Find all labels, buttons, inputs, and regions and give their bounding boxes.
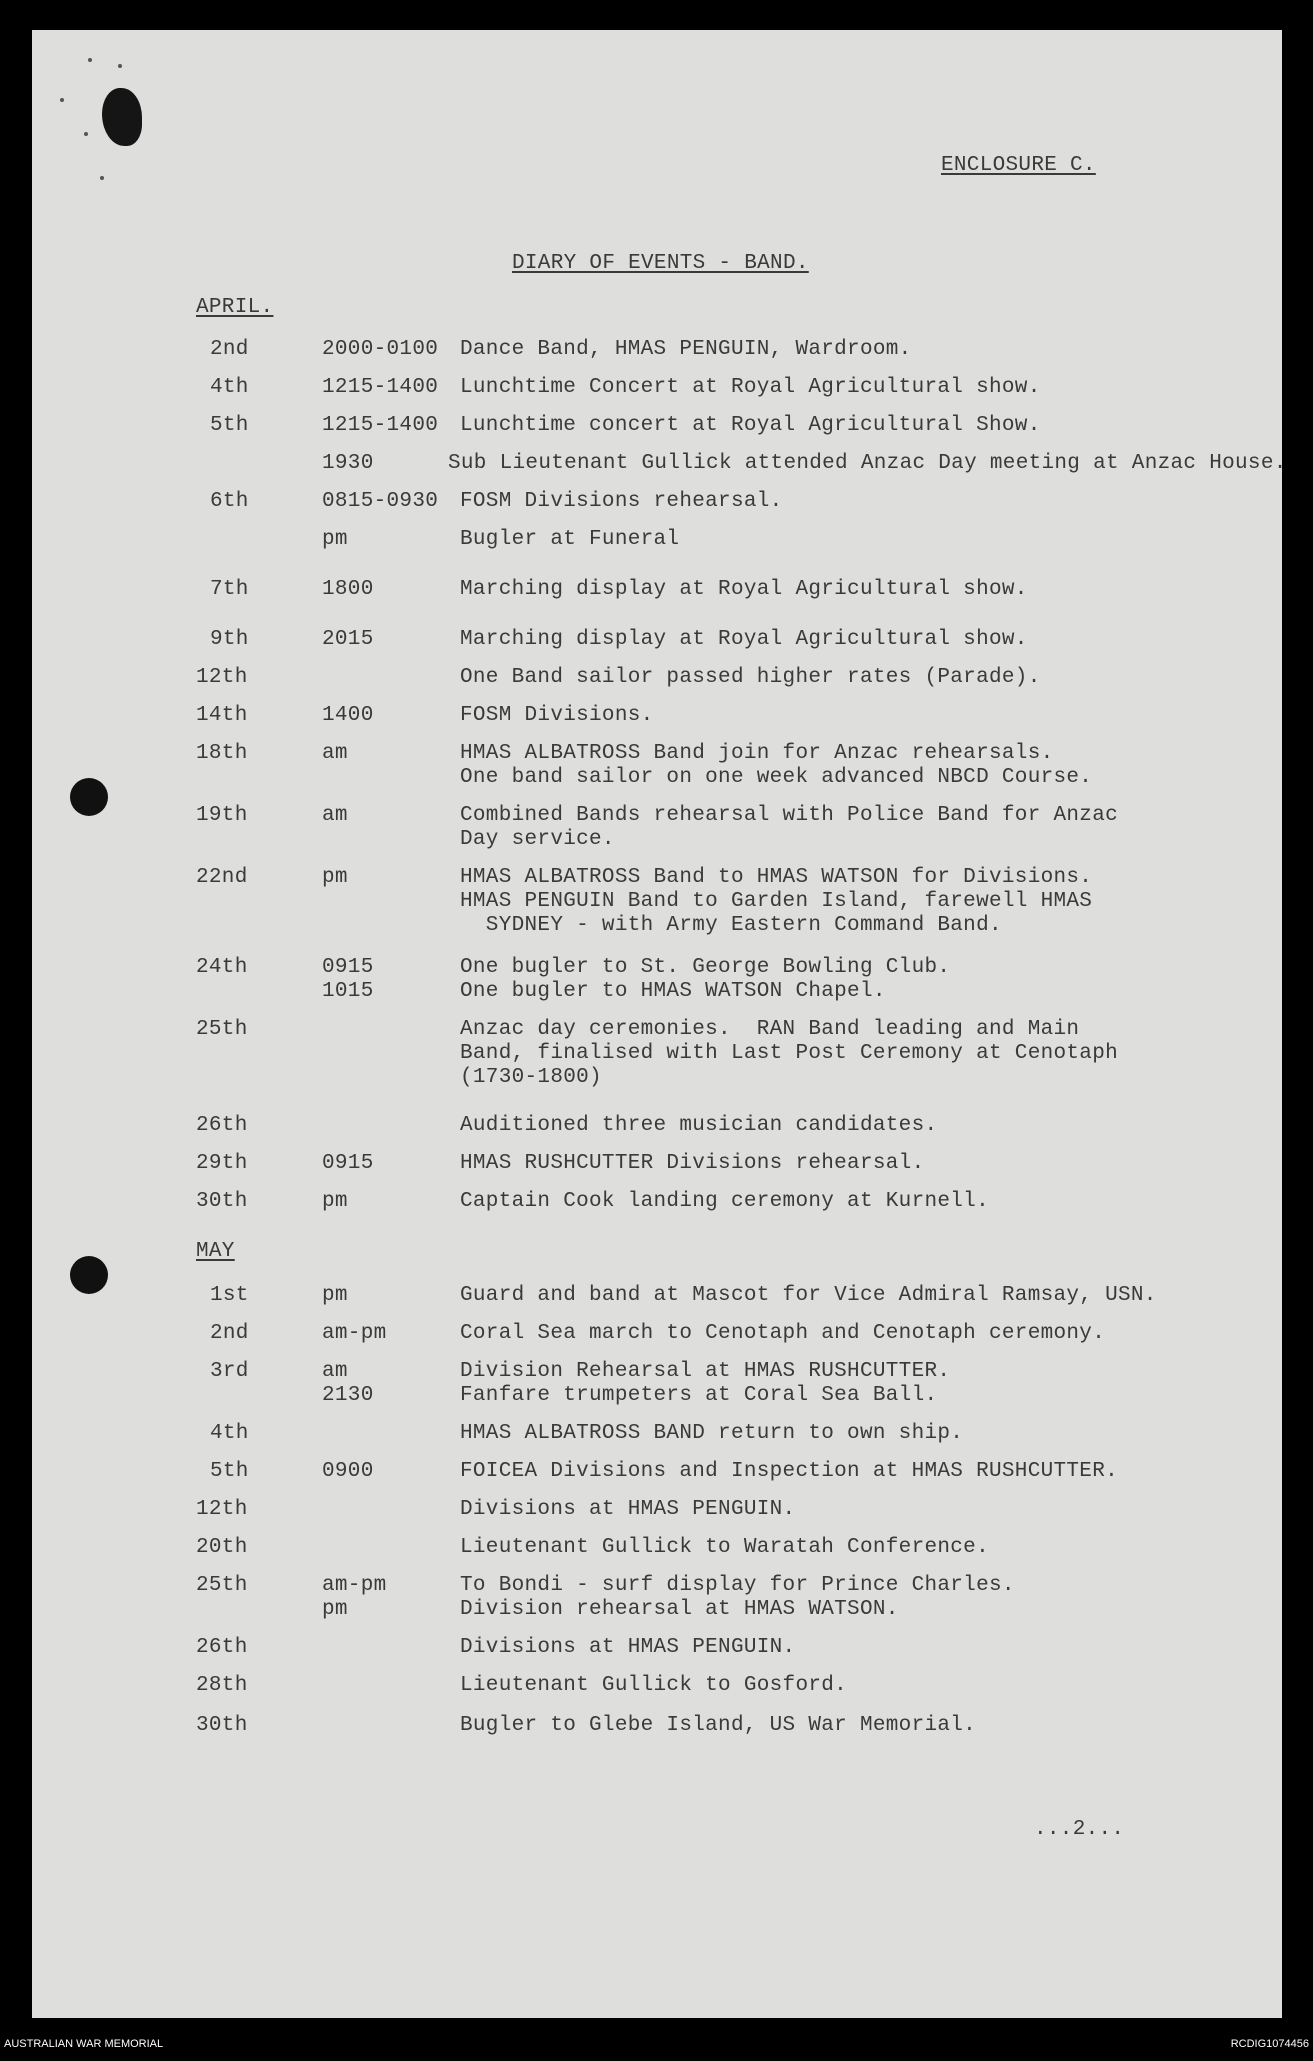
entry-description: FOSM Divisions rehearsal. <box>460 490 783 513</box>
entry-description: Division rehearsal at HMAS WATSON. <box>460 1598 899 1621</box>
entry-description: Lunchtime Concert at Royal Agricultural show. <box>460 376 1041 399</box>
entry-description: One Band sailor passed higher rates (Parade). <box>460 666 1041 689</box>
entry-date: 24th <box>196 956 248 979</box>
entry-description: Divisions at HMAS PENGUIN. <box>460 1498 796 1521</box>
entry-date: 9th <box>210 628 249 651</box>
paper-speck <box>84 132 88 136</box>
entry-description: Bugler to Glebe Island, US War Memorial. <box>460 1714 977 1737</box>
entry-description: FOICEA Divisions and Inspection at HMAS RUSHCUTTER. <box>460 1460 1119 1483</box>
entry-date: 30th <box>196 1714 248 1737</box>
entry-date: 30th <box>196 1190 248 1213</box>
entry-time: 1400 <box>322 704 374 727</box>
paper-speck <box>88 58 92 62</box>
entry-description: (1730-1800) <box>460 1066 602 1089</box>
entry-time: 2000-0100 <box>322 338 439 361</box>
punch-hole <box>70 778 108 816</box>
entry-time: pm <box>322 528 348 551</box>
entry-description: Lunchtime concert at Royal Agricultural Show. <box>460 414 1041 437</box>
entry-date: 3rd <box>210 1360 249 1383</box>
entry-date: 25th <box>196 1574 248 1597</box>
punch-hole <box>70 1256 108 1294</box>
entry-description: Bugler at Funeral <box>460 528 680 551</box>
entry-description: Band, finalised with Last Post Ceremony at Cenotaph <box>460 1042 1119 1065</box>
entry-date: 4th <box>210 1422 249 1445</box>
entry-description: HMAS RUSHCUTTER Divisions rehearsal. <box>460 1152 925 1175</box>
entry-date: 22nd <box>196 866 248 889</box>
entry-time: pm <box>322 1190 348 1213</box>
entry-description: Coral Sea march to Cenotaph and Cenotaph ceremony. <box>460 1322 1106 1345</box>
entry-date: 12th <box>196 1498 248 1521</box>
entry-time: 0915 <box>322 1152 374 1175</box>
entry-time: 1215-1400 <box>322 376 439 399</box>
entry-description: Marching display at Royal Agricultural show. <box>460 628 1028 651</box>
entry-description: Fanfare trumpeters at Coral Sea Ball. <box>460 1384 938 1407</box>
entry-description: Lieutenant Gullick to Gosford. <box>460 1674 848 1697</box>
entry-date: 26th <box>196 1636 248 1659</box>
entry-description: One band sailor on one week advanced NBCD Course. <box>460 766 1093 789</box>
entry-date: 2nd <box>210 1322 249 1345</box>
month-heading: MAY <box>196 1240 235 1263</box>
entry-date: 5th <box>210 1460 249 1483</box>
entry-time: 1930 <box>322 452 374 475</box>
page-continuation: ...2... <box>1034 1818 1125 1841</box>
entry-time: 0815-0930 <box>322 490 439 513</box>
entry-date: 12th <box>196 666 248 689</box>
entry-description: Sub Lieutenant Gullick attended Anzac Day meeting at Anzac House. <box>448 452 1287 475</box>
entry-date: 14th <box>196 704 248 727</box>
entry-description: Day service. <box>460 828 615 851</box>
entry-time: 1015 <box>322 980 374 1003</box>
entry-description: Auditioned three musician candidates. <box>460 1114 938 1137</box>
entry-description: Lieutenant Gullick to Waratah Conference. <box>460 1536 989 1559</box>
footer-source: AUSTRALIAN WAR MEMORIAL <box>4 2038 164 2050</box>
entry-date: 19th <box>196 804 248 827</box>
entry-time: 0915 <box>322 956 374 979</box>
entry-description: Captain Cook landing ceremony at Kurnell. <box>460 1190 989 1213</box>
entry-description: One bugler to St. George Bowling Club. <box>460 956 951 979</box>
entry-time: am <box>322 1360 348 1383</box>
entry-time: pm <box>322 1284 348 1307</box>
entry-description: One bugler to HMAS WATSON Chapel. <box>460 980 886 1003</box>
entry-date: 25th <box>196 1018 248 1041</box>
entry-date: 7th <box>210 578 249 601</box>
entry-description: To Bondi - surf display for Prince Charles. <box>460 1574 1015 1597</box>
entry-date: 2nd <box>210 338 249 361</box>
entry-time: 0900 <box>322 1460 374 1483</box>
paper-speck <box>60 98 64 102</box>
entry-time: am <box>322 742 348 765</box>
entry-date: 6th <box>210 490 249 513</box>
entry-date: 20th <box>196 1536 248 1559</box>
entry-description: HMAS PENGUIN Band to Garden Island, farewell HMAS <box>460 890 1093 913</box>
entry-description: Guard and band at Mascot for Vice Admiral Ramsay, USN. <box>460 1284 1157 1307</box>
entry-description: Divisions at HMAS PENGUIN. <box>460 1636 796 1659</box>
footer-id: RCDIG1074456 <box>1230 2038 1309 2050</box>
entry-date: 28th <box>196 1674 248 1697</box>
entry-date: 26th <box>196 1114 248 1137</box>
entry-description: FOSM Divisions. <box>460 704 654 727</box>
entry-time: pm <box>322 866 348 889</box>
entry-description: HMAS ALBATROSS Band to HMAS WATSON for Divisions. <box>460 866 1093 889</box>
entry-time: pm <box>322 1598 348 1621</box>
entry-date: 29th <box>196 1152 248 1175</box>
entry-time: am-pm <box>322 1574 387 1597</box>
entry-description: Division Rehearsal at HMAS RUSHCUTTER. <box>460 1360 951 1383</box>
entry-time: 1800 <box>322 578 374 601</box>
entry-date: 5th <box>210 414 249 437</box>
entry-time: 2015 <box>322 628 374 651</box>
entry-description: Anzac day ceremonies. RAN Band leading and Main <box>460 1018 1080 1041</box>
entry-description: Marching display at Royal Agricultural show. <box>460 578 1028 601</box>
paper-speck <box>100 176 104 180</box>
month-heading: APRIL. <box>196 296 274 319</box>
entry-time: am-pm <box>322 1322 387 1345</box>
entry-time: 2130 <box>322 1384 374 1407</box>
entry-time: am <box>322 804 348 827</box>
document-title: DIARY OF EVENTS - BAND. <box>512 252 809 275</box>
entry-description: HMAS ALBATROSS BAND return to own ship. <box>460 1422 964 1445</box>
entry-date: 4th <box>210 376 249 399</box>
entry-description: Dance Band, HMAS PENGUIN, Wardroom. <box>460 338 912 361</box>
entry-description: SYDNEY - with Army Eastern Command Band. <box>460 914 1002 937</box>
entry-description: Combined Bands rehearsal with Police Band for Anzac <box>460 804 1119 827</box>
entry-description: HMAS ALBATROSS Band join for Anzac rehearsals. <box>460 742 1054 765</box>
paper-speck <box>118 64 122 68</box>
entry-date: 1st <box>210 1284 249 1307</box>
enclosure-label: ENCLOSURE C. <box>941 154 1096 177</box>
entry-time: 1215-1400 <box>322 414 439 437</box>
entry-date: 18th <box>196 742 248 765</box>
